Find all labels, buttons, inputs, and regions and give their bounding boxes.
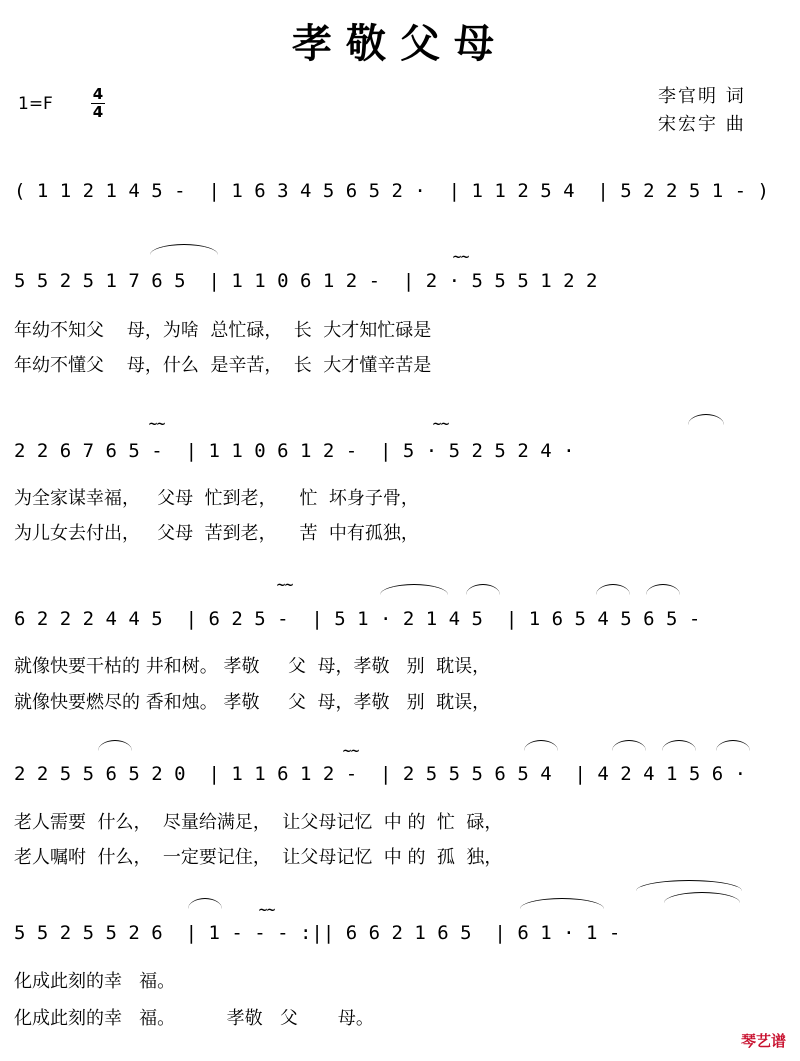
lyric-row-4-verse-2: 就像快要燃尽的 香和烛。 孝敬 父 母，孝敬 别 耽误， [14, 692, 491, 713]
lyric-row-6-verse-1: 化成此刻的幸 福。 [14, 971, 176, 992]
notation-row-6: 5 5 2 5 5 2 6 | 1 - - - :|| 6 6 2 1 6 5 | 6 1 · 1 - [14, 922, 621, 944]
trill-mark: ~~ [452, 250, 469, 264]
time-signature-bottom: 4 [92, 103, 104, 121]
slur-mark [646, 584, 680, 595]
lyric-row-6-verse-2: 化成此刻的幸 福。 孝敬 父 母。 [14, 1008, 374, 1029]
slur-mark [662, 740, 696, 751]
lyric-row-2-verse-1: 年幼不知父 母，为啥 总忙碌， 长 大才知忙碌是 [14, 320, 432, 341]
slur-mark [150, 244, 218, 255]
slur-mark [716, 740, 750, 751]
trill-mark: ~~ [258, 903, 275, 917]
slur-mark [520, 898, 604, 909]
composer-credit: 宋宏宇 曲 [658, 114, 746, 135]
lyricist-credit: 李官明 词 [658, 86, 746, 107]
slur-mark [466, 584, 500, 595]
slur-mark [524, 740, 558, 751]
trill-mark: ~~ [432, 417, 449, 431]
lyric-row-5-verse-2: 老人嘱咐 什么， 一定要记住， 让父母记忆 中 的 孤 独， [14, 847, 503, 868]
notation-row-1: ( 1 1 2 1 4 5 - | 1 6 3 4 5 6 5 2 · | 1 1 2 5 4 | 5 2 2 5 1 - ) [14, 180, 769, 202]
time-signature-top: 4 [92, 85, 104, 103]
lyric-row-5-verse-1: 老人需要 什么， 尽量给满足， 让父母记忆 中 的 忙 碌， [14, 812, 503, 833]
trill-mark: ~~ [276, 578, 293, 592]
time-signature [90, 86, 106, 121]
slur-mark [380, 584, 448, 595]
lyric-row-3-verse-2: 为儿女去付出， 父母 苦到老， 苦 中有孤独， [14, 523, 419, 544]
slur-mark [612, 740, 646, 751]
slur-mark [596, 584, 630, 595]
slur-mark [664, 892, 740, 903]
lyric-row-3-verse-1: 为全家谋幸福， 父母 忙到老， 忙 坏身子骨， [14, 488, 419, 509]
trill-mark: ~~ [342, 744, 359, 758]
slur-mark [98, 740, 132, 751]
trill-mark: ~~ [148, 417, 165, 431]
slur-mark [188, 898, 222, 909]
notation-row-4: 6 2 2 2 4 4 5 | 6 2 5 - | 5 1 · 2 1 4 5 | 1 6 5 4 5 6 5 - [14, 608, 701, 630]
slur-mark [688, 414, 724, 425]
notation-row-5: 2 2 5 5 6 5 2 0 | 1 1 6 1 2 - | 2 5 5 5 6 5 4 | 4 2 4 1 5 6 · [14, 763, 747, 785]
key-signature: 1=F [18, 94, 53, 114]
notation-row-3: 2 2 6 7 6 5 - | 1 1 0 6 1 2 - | 5 · 5 2 5 2 4 · [14, 440, 575, 462]
song-title: 孝敬父母 [292, 21, 508, 67]
lyric-row-2-verse-2: 年幼不懂父 母，什么 是辛苦， 长 大才懂辛苦是 [14, 355, 432, 376]
slur-mark [636, 880, 742, 891]
notation-row-2: 5 5 2 5 1 7 6 5 | 1 1 0 6 1 2 - | 2 · 5 5 5 1 2 2 [14, 270, 598, 292]
lyric-row-4-verse-1: 就像快要干枯的 井和树。 孝敬 父 母，孝敬 别 耽误， [14, 656, 491, 677]
site-logo: 琴艺谱 [740, 1032, 786, 1050]
